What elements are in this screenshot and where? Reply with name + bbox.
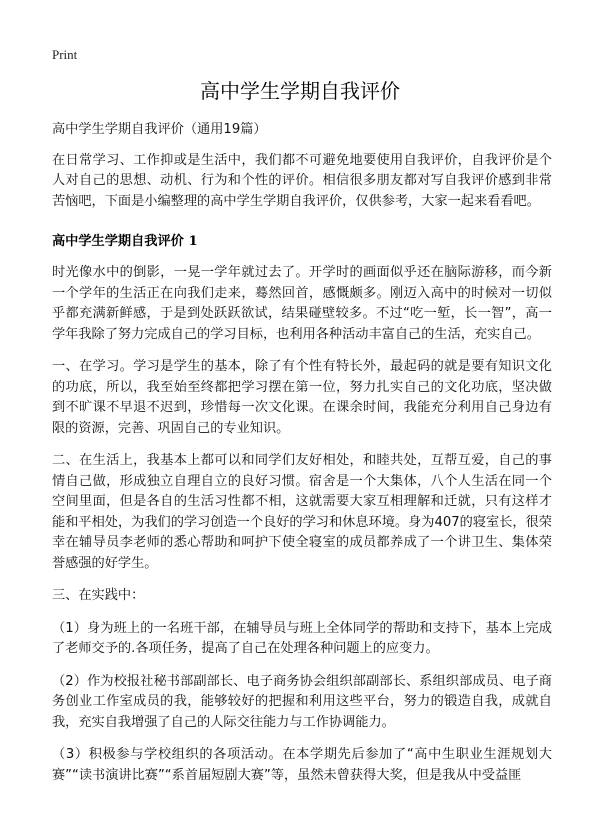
body-paragraph: 二、在生活上，我基本上都可以和同学们友好相处，和睦共处，互帮互爱，自己的事情自己做，形成独立自理自立的良好习惯。宿舍是一个大集体，八个人生活在同一个空间里面，但是各自的生活习性都不相，这就需要大家互相理解和迁就，只有这样才能和平相处，为我们的学习创造一个良好的学习和休息环境。身为407的寝室长，很荣幸在辅导员李老师的悉心帮助和呵护下使全寝室的成员都养成了一个讲卫生、集体荣誉感强的好学生。: [52, 453, 552, 571]
print-link[interactable]: Print: [52, 47, 78, 62]
document-subtitle: 高中学生学期自我评价（通用19篇）: [52, 122, 267, 137]
page-title: 高中学生学期自我评价: [200, 79, 400, 103]
list-item: （3）积极参与学校组织的各项活动。在本学期先后参加了“高中生职业生涯规划大赛”“读书演讲比赛”“系首届短剧大赛”等，虽然未曾获得大奖，但是我从中受益匪: [52, 747, 552, 783]
intro-paragraph: 在日常学习、工作抑或是生活中，我们都不可避免地要使用自我评价，自我评价是个人对自己的思想、动机、行为和个性的评价。相信很多朋友都对写自我评价感到非常苦恼吧，下面是小编整理的高中学生学期自我评价，仅供参考，大家一起来看看吧。: [52, 152, 552, 209]
list-item: （2）作为校报社秘书部副部长、电子商务协会组织部副部长、系组织部成员、电子商务创业工作室成员的我，能够较好的把握和利用这些平台，努力的锻造自我，成就自我，充实自我增强了自己的人际交往能力与工作协调能力。: [52, 673, 552, 730]
section-heading: 高中学生学期自我评价 1: [52, 234, 198, 249]
body-paragraph: 一、在学习。学习是学生的基本，除了有个性有特长外，最起码的就是要有知识文化的功底，所以，我至始至终都把学习摆在第一位，努力扎实自己的文化功底，坚决做到不旷课不早退不迟到，珍惜每一次文化课。在课余时间，我能充分利用自己身边有限的资源，完善、巩固自己的专业知识。: [52, 359, 552, 436]
body-paragraph: 时光像水中的倒影，一晃一学年就过去了。开学时的画面似乎还在脑际游移，而今新一个学年的生活正在向我们走来，蓦然回首，感慨颇多。刚迈入高中的时候对一切似乎都充满新鲜感，于是到处跃跃欲试，结果碰壁较多。不过“吃一堑，长一智”，高一学年我除了努力完成自己的学习目标，也利用各种活动丰富自己的生活，充实自己。: [52, 265, 552, 342]
body-paragraph: 三、在实践中：: [52, 588, 145, 603]
list-item: （1）身为班上的一名班干部，在辅导员与班上全体同学的帮助和支持下，基本上完成了老师交予的.各项任务，提高了自己在处理各种问题上的应变力。: [52, 620, 552, 656]
document-body: [52, 120, 552, 798]
